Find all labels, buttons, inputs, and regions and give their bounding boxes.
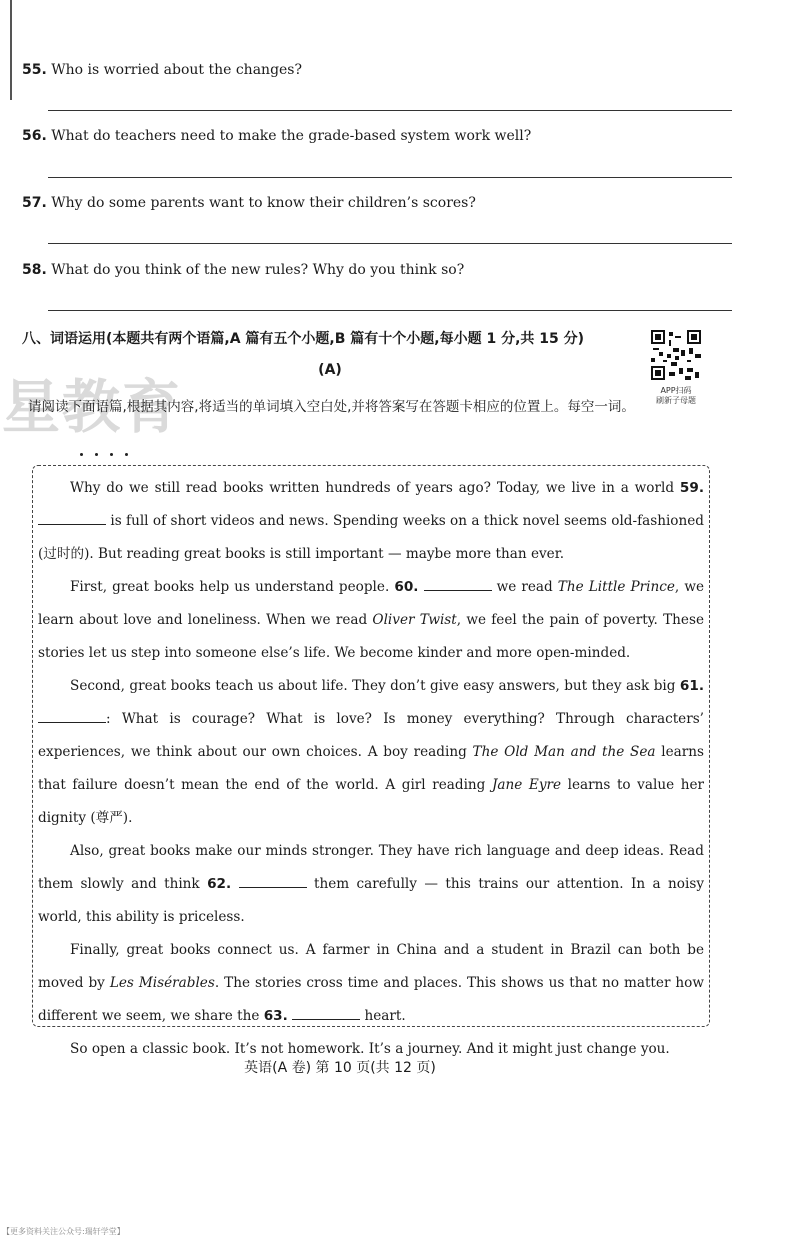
book-title: Les Misérables — [109, 975, 215, 991]
answer-line[interactable] — [48, 177, 732, 178]
question-56 — [22, 128, 712, 144]
blank-number: 62. — [207, 876, 232, 892]
question-number: 56. — [22, 128, 47, 144]
paragraph-1: Why do we still read books written hundreds of years ago? Today, we live in a world 59. is full of short videos and news. Spending weeks on a thick novel seems old-fashioned (过时的). But reading great books is still important — maybe more than ever. — [38, 480, 704, 562]
page-footer: 英语(A 卷) 第 10 页(共 12 页) — [244, 1060, 436, 1076]
blank-60[interactable] — [424, 578, 492, 591]
question-text: Why do some parents want to know their children’s scores? — [51, 195, 476, 211]
blank-number: 61. — [679, 678, 704, 694]
blank-59[interactable] — [38, 512, 106, 525]
section-title: 八、词语运用(本题共有两个语篇,A 篇有五个小题,B 篇有十个小题,每小题 1 分,共 15 分) — [22, 331, 585, 347]
passage — [38, 472, 704, 1066]
answer-line[interactable] — [48, 310, 732, 311]
instructions: 请阅读下面语篇,根据其内容,将适当的单词填入空白处,并将答案写在答题卡相应的位置上。每空一词。 — [28, 399, 635, 415]
paragraph-2: First, great books help us understand people. 60. we read The Little Prince, we learn about love and loneliness. When we read Oliver Twist, we feel the pain of poverty. These stories let us step into someone else’s life. We become kinder and more open-minded. — [38, 579, 705, 661]
part-label: (A) — [318, 362, 342, 378]
paragraph-5: Finally, great books connect us. A farmer in China and a student in Brazil can both be moved by Les Misérables. The stories cross time and places. This shows us that no matter how different we seem, we share the 63. heart. — [38, 942, 704, 1024]
question-text: What do you think of the new rules? Why do you think so? — [51, 262, 465, 278]
blank-63[interactable] — [292, 1007, 360, 1020]
question-55 — [22, 62, 712, 78]
answer-line[interactable] — [48, 110, 732, 111]
bottom-note: 【更多资料关注公众号:瑞轩学堂】 — [2, 1227, 125, 1236]
question-number: 55. — [22, 62, 47, 78]
question-57 — [22, 195, 712, 211]
blank-61[interactable] — [38, 710, 106, 723]
book-title: The Old Man and the Sea — [472, 744, 656, 760]
blank-number: 59. — [679, 480, 704, 496]
blank-62[interactable] — [239, 875, 307, 888]
blank-number: 60. — [394, 579, 419, 595]
book-title: The Little Prince — [557, 579, 675, 595]
watermark: 星教育 — [2, 373, 183, 441]
emphasis-text: 每空一词 — [567, 399, 622, 415]
page-edge — [10, 0, 12, 100]
question-number: 57. — [22, 195, 47, 211]
paragraph-3: Second, great books teach us about life. They don’t give easy answers, but they ask big 61. : What is courage? What is love? Is money everything? Through characters’ experiences, we think about our own choices. A boy reading The Old Man and the Sea learns that failure doesn’t mean the end of the world. A girl reading Jane Eyre learns to value her dignity (尊严). — [38, 678, 705, 826]
question-text: Who is worried about the changes? — [51, 62, 303, 78]
paragraph-4: Also, great books make our minds stronger. They have rich language and deep ideas. Read them slowly and think 62. them carefully — this trains our attention. In a noisy world, this ability is priceless. — [38, 843, 704, 925]
blank-number: 63. — [263, 1008, 288, 1024]
question-number: 58. — [22, 262, 47, 278]
question-58 — [22, 262, 712, 278]
paragraph-6: So open a classic book. It’s not homework. It’s a journey. And it might just change you. — [70, 1041, 670, 1057]
book-title: Jane Eyre — [491, 777, 562, 793]
answer-line[interactable] — [48, 243, 732, 244]
book-title: Oliver Twist — [372, 612, 457, 628]
emphasis-dots — [80, 441, 140, 447]
question-text: What do teachers need to make the grade-based system work well? — [51, 128, 532, 144]
qr-caption: APP扫码 刷新子母题 — [656, 386, 696, 405]
